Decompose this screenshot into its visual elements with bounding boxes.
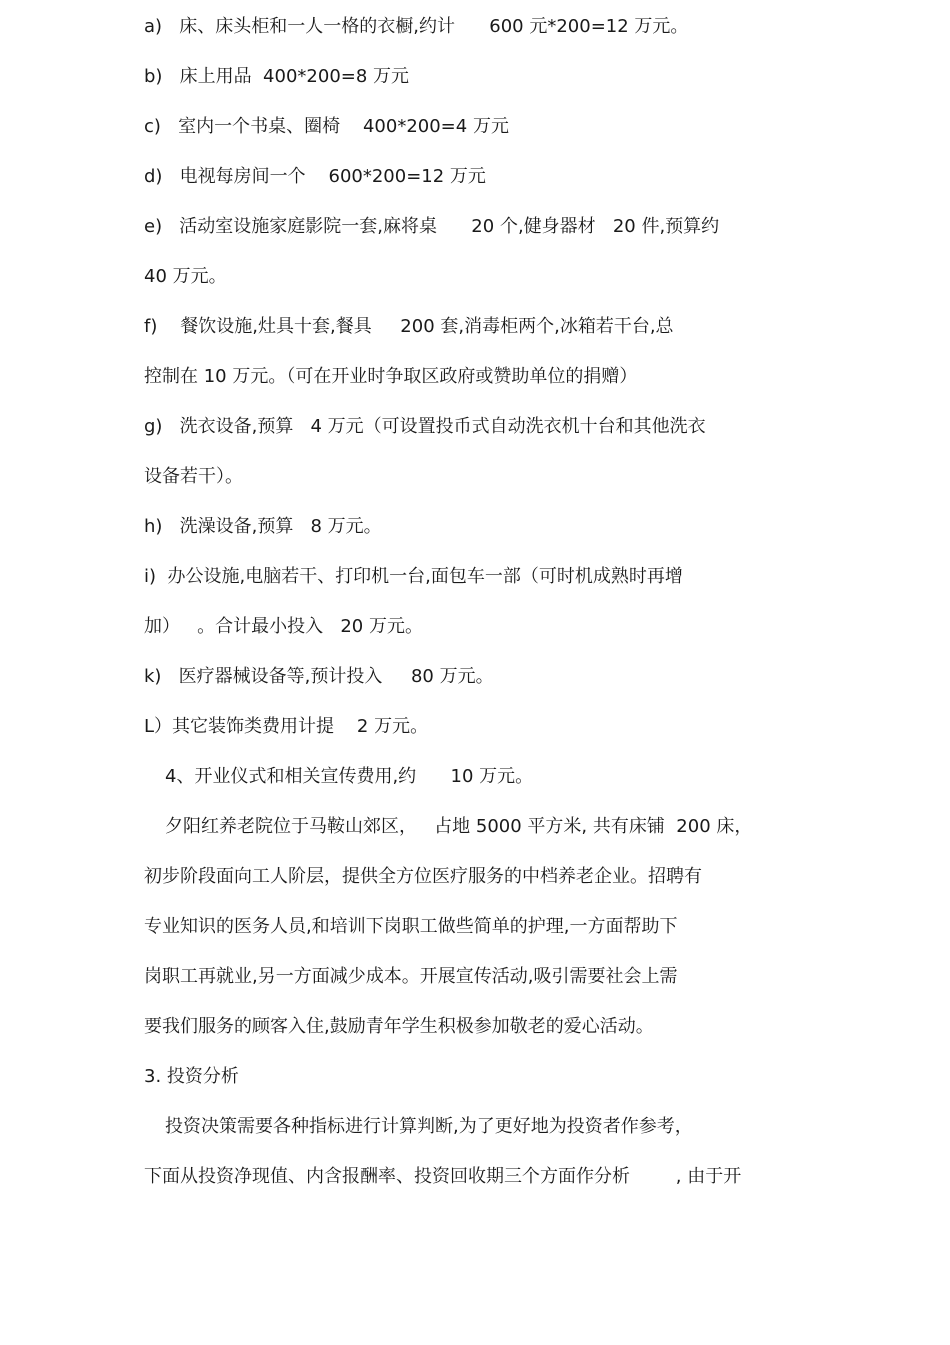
paragraph-overview-line-1: 夕阳红养老院位于马鞍山郊区， 占地 5000 平方米, 共有床铺 200 床，: [165, 816, 753, 837]
paragraph-overview-line-4: 岗职工再就业,另一方面减少成本。开展宣传活动,吸引需要社会上需: [144, 966, 678, 987]
section-4-opening-ceremony: 4、开业仪式和相关宣传费用,约 10 万元。: [165, 766, 534, 787]
paragraph-overview-line-2: 初步阶段面向工人阶层，提供全方位医疗服务的中档养老企业。招聘有: [144, 866, 702, 887]
item-g-laundry: g) 洗衣设备,预算 4 万元（可设置投币式自动洗衣机十台和其他洗衣: [144, 416, 706, 437]
item-d-television: d) 电视每房间一个 600*200=12 万元: [144, 166, 486, 187]
paragraph-overview-line-5: 要我们服务的顾客入住,鼓励青年学生积极参加敬老的爱心活动。: [144, 1016, 654, 1037]
item-h-bathing: h) 洗澡设备,预算 8 万元。: [144, 516, 382, 537]
item-f-catering: f) 餐饮设施,灶具十套,餐具 200 套,消毒柜两个,冰箱若干台,总: [144, 316, 674, 337]
section-3-heading: 3. 投资分析: [144, 1066, 239, 1087]
paragraph-investment-line-1: 投资决策需要各种指标进行计算判断,为了更好地为投资者作参考，: [165, 1116, 693, 1137]
item-i-continued: 加） 。合计最小投入 20 万元。: [144, 616, 423, 637]
item-e-activity-room: e) 活动室设施家庭影院一套,麻将桌 20 个,健身器材 20 件,预算约: [144, 216, 720, 237]
item-b-bedding: b) 床上用品 400*200=8 万元: [144, 66, 410, 87]
item-g-continued: 设备若干）。: [144, 466, 243, 487]
paragraph-overview-line-3: 专业知识的医务人员,和培训下岗职工做些简单的护理,一方面帮助下: [144, 916, 678, 937]
item-k-medical: k) 医疗器械设备等,预计投入 80 万元。: [144, 666, 494, 687]
item-l-decoration: L）其它装饰类费用计提 2 万元。: [144, 716, 429, 737]
item-a-beds-wardrobes: a) 床、床头柜和一人一格的衣橱,约计 600 元*200=12 万元。: [144, 16, 689, 37]
item-e-continued: 40 万元。: [144, 266, 227, 287]
paragraph-investment-line-2: 下面从投资净现值、内含报酬率、投资回收期三个方面作分析 , 由于开: [144, 1166, 742, 1187]
item-i-office: i) 办公设施,电脑若干、打印机一台,面包车一部（可时机成熟时再增: [144, 566, 683, 587]
item-f-continued: 控制在 10 万元。（可在开业时争取区政府或赞助单位的捐赠）: [144, 366, 638, 387]
item-c-desk-chair: c) 室内一个书桌、圈椅 400*200=4 万元: [144, 116, 509, 137]
